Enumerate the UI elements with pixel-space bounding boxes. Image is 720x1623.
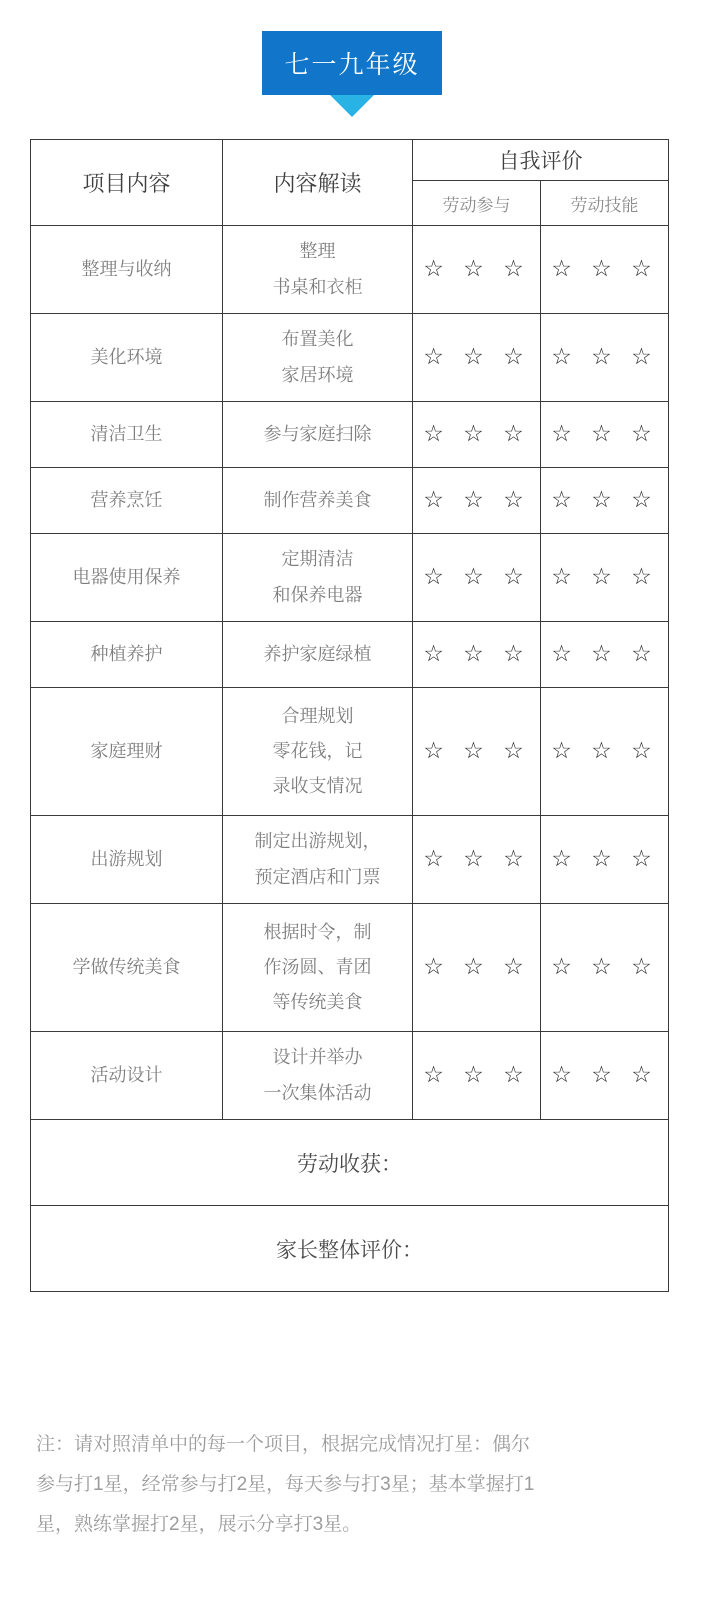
footnote-line: 星，熟练掌握打2星，展示分享打3星。 — [36, 1513, 362, 1535]
cell-item: 家庭理财 — [31, 688, 223, 816]
star-rating-icon[interactable]: ☆ ☆ ☆ — [551, 344, 658, 370]
grade-banner — [262, 31, 442, 117]
rating-cell-skill[interactable] — [541, 1032, 669, 1120]
cell-description — [223, 904, 413, 1032]
star-rating-icon[interactable]: ☆ ☆ ☆ — [423, 487, 530, 513]
header-participation: 劳动参与 — [413, 181, 541, 226]
cell-description — [223, 688, 413, 816]
description-line: 定期清洁 — [281, 549, 354, 570]
table-footer-row[interactable] — [31, 1206, 669, 1292]
star-rating-icon[interactable]: ☆ ☆ ☆ — [551, 1062, 658, 1088]
footnote-line: 参与打1星，经常参与打2星，每天参与打3星；基本掌握打1 — [36, 1473, 535, 1495]
star-rating-icon[interactable]: ☆ ☆ ☆ — [423, 564, 530, 590]
table-row — [31, 688, 669, 816]
rating-cell-participation[interactable] — [413, 904, 541, 1032]
footer-entry-field[interactable] — [31, 1120, 669, 1206]
rating-cell-skill[interactable] — [541, 622, 669, 688]
description-line: 参与家庭扫除 — [263, 423, 372, 444]
footnote-line: 注：请对照清单中的每一个项目，根据完成情况打星：偶尔 — [36, 1434, 531, 1455]
star-rating-icon[interactable]: ☆ ☆ ☆ — [423, 344, 530, 370]
rating-cell-participation[interactable] — [413, 402, 541, 468]
description-line: 合理规划 — [281, 705, 354, 726]
rating-cell-skill[interactable] — [541, 904, 669, 1032]
table-body — [31, 226, 669, 1292]
star-rating-icon[interactable]: ☆ ☆ ☆ — [551, 846, 658, 872]
header-item: 项目内容 — [31, 140, 223, 226]
rating-cell-skill[interactable] — [541, 534, 669, 622]
cell-description — [223, 816, 413, 904]
rating-cell-skill[interactable] — [541, 468, 669, 534]
description-line: 设计并举办 — [272, 1047, 363, 1068]
description-line: 等传统美食 — [272, 992, 363, 1013]
grade-banner-title: 七一九年级 — [284, 50, 420, 79]
description-line: 书桌和衣柜 — [272, 276, 363, 297]
cell-description — [223, 468, 413, 534]
cell-item: 电器使用保养 — [31, 534, 223, 622]
rating-cell-participation[interactable] — [413, 1032, 541, 1120]
banner-pointer-triangle — [330, 95, 374, 117]
cell-description — [223, 402, 413, 468]
description-line: 预定酒店和门票 — [254, 866, 381, 887]
header-self-evaluation: 自我评价 — [413, 140, 669, 181]
description-line: 布置美化 — [281, 329, 354, 350]
footer-label: 家长整体评价： — [276, 1237, 423, 1262]
star-rating-icon[interactable]: ☆ ☆ ☆ — [423, 1062, 530, 1088]
table-footer-row[interactable] — [31, 1120, 669, 1206]
table-row — [31, 226, 669, 314]
cell-item: 出游规划 — [31, 816, 223, 904]
description-line: 录收支情况 — [272, 776, 363, 797]
star-rating-icon[interactable]: ☆ ☆ ☆ — [551, 421, 658, 447]
description-line: 一次集体活动 — [263, 1082, 372, 1103]
star-rating-icon[interactable]: ☆ ☆ ☆ — [423, 846, 530, 872]
table-row — [31, 1032, 669, 1120]
table-row — [31, 816, 669, 904]
cell-description — [223, 226, 413, 314]
star-rating-icon[interactable]: ☆ ☆ ☆ — [551, 641, 658, 667]
rating-cell-participation[interactable] — [413, 622, 541, 688]
table-row — [31, 622, 669, 688]
description-line: 根据时令，制 — [263, 921, 372, 942]
table-header-row — [31, 140, 669, 181]
description-line: 家居环境 — [281, 364, 354, 385]
star-rating-icon[interactable]: ☆ ☆ ☆ — [551, 564, 658, 590]
cell-item: 种植养护 — [31, 622, 223, 688]
cell-item: 清洁卫生 — [31, 402, 223, 468]
star-rating-icon[interactable]: ☆ ☆ ☆ — [423, 738, 530, 764]
cell-item: 学做传统美食 — [31, 904, 223, 1032]
rating-cell-participation[interactable] — [413, 314, 541, 402]
description-line: 整理 — [299, 241, 336, 262]
table-row — [31, 534, 669, 622]
table-row — [31, 314, 669, 402]
cell-item: 营养烹饪 — [31, 468, 223, 534]
rating-cell-participation[interactable] — [413, 534, 541, 622]
description-line: 制定出游规划， — [254, 831, 381, 852]
description-line: 和保养电器 — [272, 584, 363, 605]
star-rating-icon[interactable]: ☆ ☆ ☆ — [423, 954, 530, 980]
rating-cell-participation[interactable] — [413, 816, 541, 904]
cell-description — [223, 622, 413, 688]
star-rating-icon[interactable]: ☆ ☆ ☆ — [551, 738, 658, 764]
star-rating-icon[interactable]: ☆ ☆ ☆ — [423, 256, 530, 282]
header-description: 内容解读 — [223, 140, 413, 226]
rating-cell-skill[interactable] — [541, 688, 669, 816]
table-row — [31, 904, 669, 1032]
description-line: 制作营养美食 — [263, 489, 372, 510]
rating-cell-participation[interactable] — [413, 468, 541, 534]
rating-cell-skill[interactable] — [541, 314, 669, 402]
rating-cell-skill[interactable] — [541, 226, 669, 314]
star-rating-icon[interactable]: ☆ ☆ ☆ — [551, 954, 658, 980]
cell-item: 活动设计 — [31, 1032, 223, 1120]
header-skill: 劳动技能 — [541, 181, 669, 226]
rating-cell-skill[interactable] — [541, 816, 669, 904]
description-line: 作汤圆、青团 — [263, 956, 372, 977]
rating-cell-participation[interactable] — [413, 226, 541, 314]
description-line: 养护家庭绿植 — [263, 643, 372, 664]
footer-entry-field[interactable] — [31, 1206, 669, 1292]
cell-item: 美化环境 — [31, 314, 223, 402]
rating-cell-skill[interactable] — [541, 402, 669, 468]
cell-description — [223, 1032, 413, 1120]
grade-banner-body — [262, 31, 442, 95]
cell-description — [223, 534, 413, 622]
table-row — [31, 402, 669, 468]
star-rating-icon[interactable]: ☆ ☆ ☆ — [551, 487, 658, 513]
table-row — [31, 468, 669, 534]
footer-label: 劳动收获： — [297, 1151, 402, 1176]
star-rating-icon[interactable]: ☆ ☆ ☆ — [423, 641, 530, 667]
description-line: 零花钱，记 — [272, 740, 363, 761]
star-rating-icon[interactable]: ☆ ☆ ☆ — [423, 421, 530, 447]
cell-item: 整理与收纳 — [31, 226, 223, 314]
cell-description — [223, 314, 413, 402]
rating-cell-participation[interactable] — [413, 688, 541, 816]
footnote — [36, 1425, 686, 1545]
labor-checklist-table — [30, 139, 669, 1292]
star-rating-icon[interactable]: ☆ ☆ ☆ — [551, 256, 658, 282]
